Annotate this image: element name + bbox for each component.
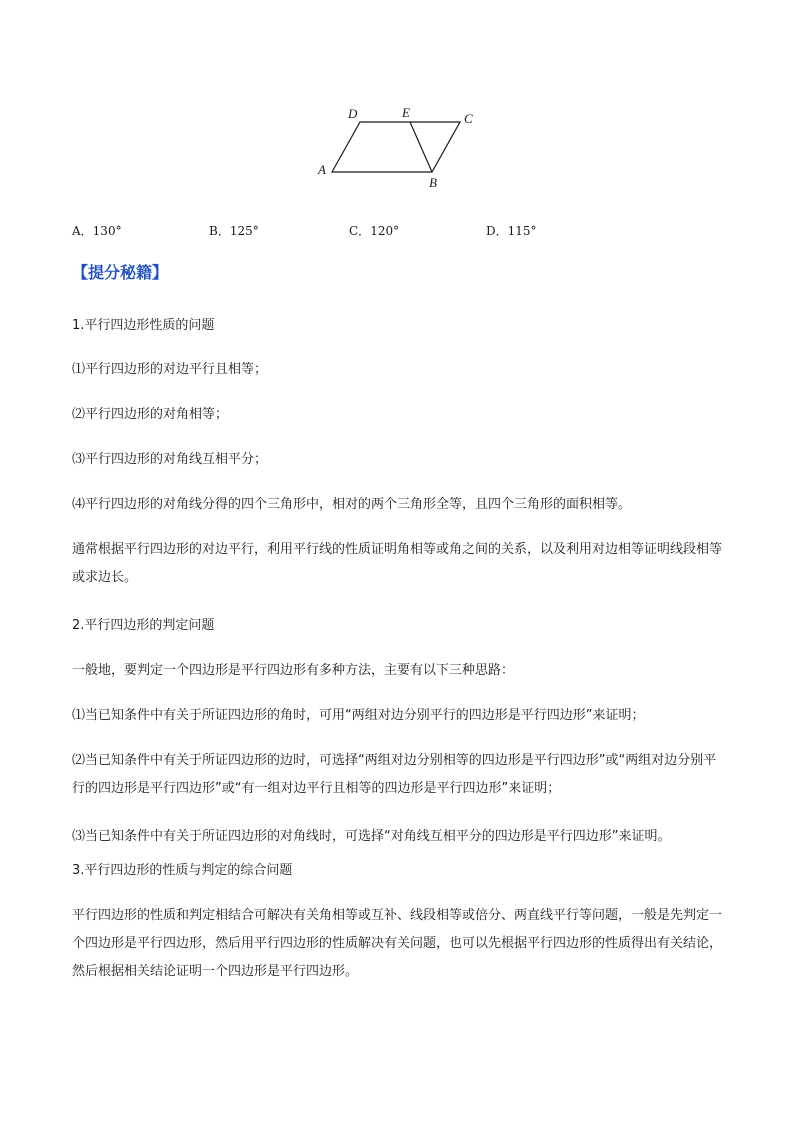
option-letter: A． xyxy=(72,224,93,238)
heading-criteria: 2.平行四边形的判定问题 xyxy=(72,618,215,633)
label-a: A xyxy=(318,162,326,177)
section-title: 【提分秘籍】 xyxy=(72,263,169,282)
heading-combined: 3.平行四边形的性质与判定的综合问题 xyxy=(72,863,293,878)
heading-properties: 1.平行四边形性质的问题 xyxy=(72,318,215,333)
option-c[interactable] xyxy=(349,222,399,239)
property-item-3: ⑶平行四边形的对角线互相平分； xyxy=(72,452,268,467)
segment-eb xyxy=(410,122,432,172)
option-value: 130° xyxy=(92,224,122,238)
option-d[interactable] xyxy=(486,222,537,239)
option-a[interactable] xyxy=(72,222,122,239)
option-letter: D． xyxy=(486,224,508,238)
parallelogram-abcd xyxy=(332,122,460,172)
parallelogram-figure xyxy=(310,100,490,200)
option-b[interactable] xyxy=(209,222,259,239)
label-d: D xyxy=(348,106,358,121)
parallelogram-diagram xyxy=(310,100,490,200)
properties-summary: 通常根据平行四边形的对边平行，利用平行线的性质证明角相等或角之间的关系，以及利用对边相等证明线段相等或求边长。 xyxy=(72,542,723,585)
option-letter: C． xyxy=(349,224,371,238)
criteria-item-3: ⑶当已知条件中有关于所证四边形的对角线时，可选择“对角线互相平分的四边形是平行四边形”来证明。 xyxy=(72,829,671,844)
combined-summary: 平行四边形的性质和判定相结合可解决有关角相等或互补、线段相等或倍分、两直线平行等问题，一般是先判定一个四边形是平行四边形，然后用平行四边形的性质解决有关问题，也可以先根据平行四边形的性质得出有关结论，然后根据相关结论证明一个四边形是平行四边形。 xyxy=(72,908,723,979)
label-c: C xyxy=(464,111,473,126)
criteria-item-1: ⑴当已知条件中有关于所证四边形的角时，可用“两组对边分别平行的四边形是平行四边形”来证明； xyxy=(72,708,645,723)
option-value: 125° xyxy=(229,224,259,238)
option-letter: B． xyxy=(209,224,230,238)
option-value: 115° xyxy=(507,224,537,238)
label-e: E xyxy=(402,105,410,120)
option-value: 120° xyxy=(370,224,400,238)
property-item-4: ⑷平行四边形的对角线分得的四个三角形中，相对的两个三角形全等，且四个三角形的面积相等。 xyxy=(72,497,632,512)
criteria-item-2: ⑵当已知条件中有关于所证四边形的边时，可选择“两组对边分别相等的四边形是平行四边形”或“两组对边分别平行的四边形是平行四边形”或“有一组对边平行且相等的四边形是平行四边形”来证明； xyxy=(72,753,717,796)
property-item-1: ⑴平行四边形的对边平行且相等； xyxy=(72,362,268,377)
property-item-2: ⑵平行四边形的对角相等； xyxy=(72,407,229,422)
label-b: B xyxy=(429,175,437,190)
criteria-intro: 一般地，要判定一个四边形是平行四边形有多种方法，主要有以下三种思路： xyxy=(72,663,515,678)
